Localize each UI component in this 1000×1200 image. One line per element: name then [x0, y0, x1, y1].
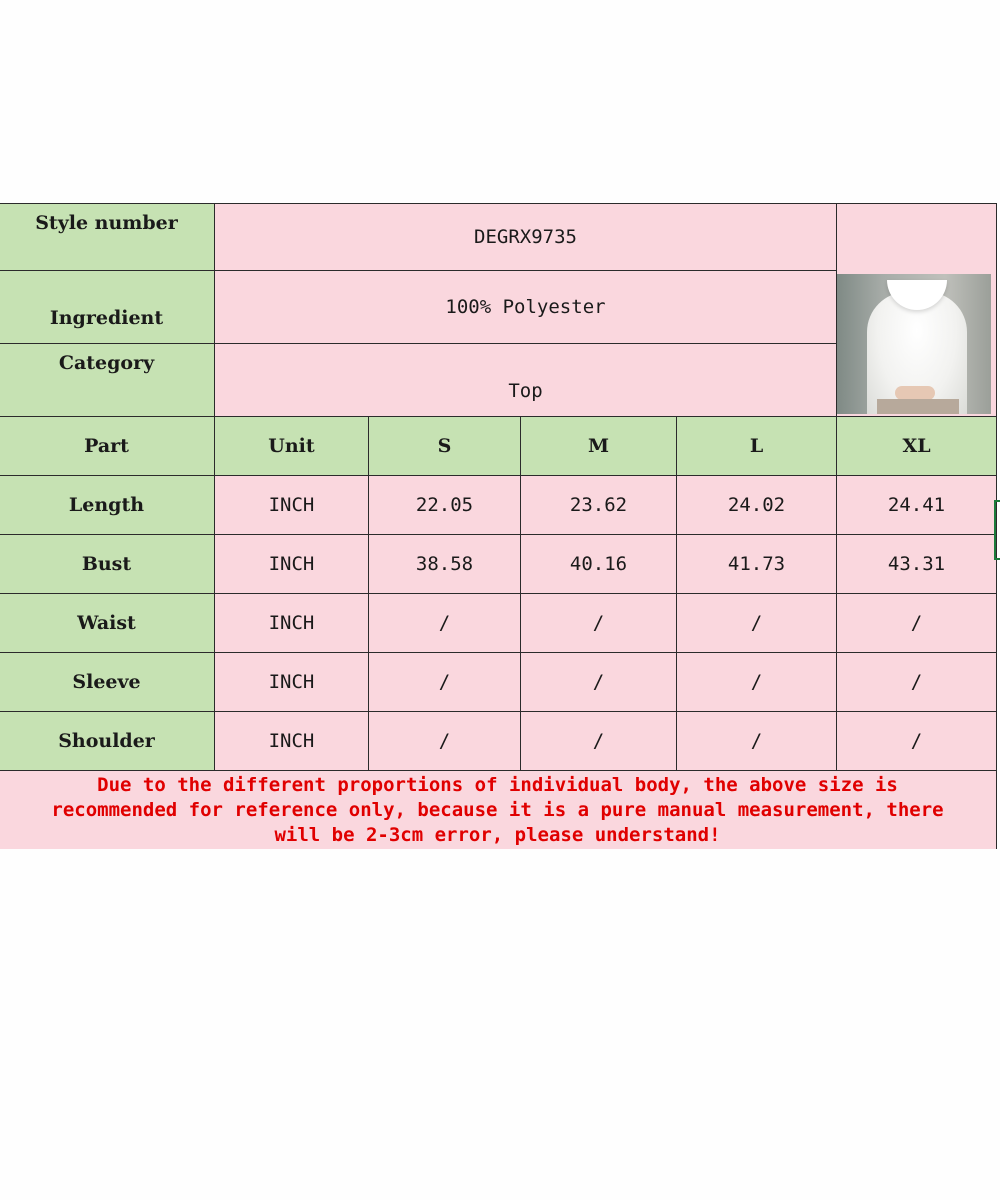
- style-number-value[interactable]: DEGRX9735: [215, 204, 837, 271]
- ingredient-label[interactable]: Ingredient: [0, 271, 215, 344]
- table-row: [0, 653, 997, 712]
- header-size-s[interactable]: S: [369, 417, 521, 476]
- value-cell[interactable]: /: [521, 653, 677, 712]
- value-cell[interactable]: /: [521, 712, 677, 771]
- value-cell[interactable]: /: [837, 712, 997, 771]
- ingredient-value[interactable]: 100% Polyester: [215, 271, 837, 344]
- size-notice[interactable]: [0, 771, 997, 850]
- notice-line-2: recommended for reference only, because it is a pure manual measurement, there: [51, 799, 944, 821]
- value-cell[interactable]: 24.41: [837, 476, 997, 535]
- category-value[interactable]: Top: [215, 344, 837, 417]
- value-cell[interactable]: /: [837, 594, 997, 653]
- value-cell[interactable]: 43.31: [837, 535, 997, 594]
- notice-row: [0, 771, 997, 850]
- value-cell[interactable]: /: [677, 653, 837, 712]
- notice-line-1: Due to the different proportions of individual body, the above size is: [97, 774, 898, 796]
- part-bust[interactable]: Bust: [0, 535, 215, 594]
- header-unit[interactable]: Unit: [215, 417, 369, 476]
- unit-cell[interactable]: INCH: [215, 476, 369, 535]
- value-cell[interactable]: /: [677, 712, 837, 771]
- value-cell[interactable]: /: [677, 594, 837, 653]
- value-cell[interactable]: 41.73: [677, 535, 837, 594]
- value-cell[interactable]: /: [837, 653, 997, 712]
- header-part[interactable]: Part: [0, 417, 215, 476]
- value-cell[interactable]: /: [369, 594, 521, 653]
- style-number-row: [0, 204, 997, 271]
- table-row: [0, 535, 997, 594]
- value-cell[interactable]: 23.62: [521, 476, 677, 535]
- value-cell[interactable]: /: [369, 712, 521, 771]
- unit-cell[interactable]: INCH: [215, 653, 369, 712]
- value-cell[interactable]: 22.05: [369, 476, 521, 535]
- value-cell[interactable]: 38.58: [369, 535, 521, 594]
- part-length[interactable]: Length: [0, 476, 215, 535]
- style-number-label[interactable]: Style number: [0, 204, 215, 271]
- white-blouse-photo: [837, 274, 991, 414]
- part-shoulder[interactable]: Shoulder: [0, 712, 215, 771]
- value-cell[interactable]: 40.16: [521, 535, 677, 594]
- header-size-l[interactable]: L: [677, 417, 837, 476]
- value-cell[interactable]: /: [521, 594, 677, 653]
- unit-cell[interactable]: INCH: [215, 594, 369, 653]
- table-row: [0, 594, 997, 653]
- product-photo-cell[interactable]: [837, 204, 997, 417]
- size-table: [0, 203, 997, 849]
- header-size-m[interactable]: M: [521, 417, 677, 476]
- value-cell[interactable]: /: [369, 653, 521, 712]
- value-cell[interactable]: 24.02: [677, 476, 837, 535]
- header-size-xl[interactable]: XL: [837, 417, 997, 476]
- table-row: [0, 712, 997, 771]
- part-waist[interactable]: Waist: [0, 594, 215, 653]
- cell-selection-marker: [994, 500, 1000, 560]
- category-label[interactable]: Category: [0, 344, 215, 417]
- notice-line-3: will be 2-3cm error, please understand!: [274, 824, 721, 846]
- unit-cell[interactable]: INCH: [215, 535, 369, 594]
- part-sleeve[interactable]: Sleeve: [0, 653, 215, 712]
- unit-cell[interactable]: INCH: [215, 712, 369, 771]
- table-row: [0, 476, 997, 535]
- header-row: [0, 417, 997, 476]
